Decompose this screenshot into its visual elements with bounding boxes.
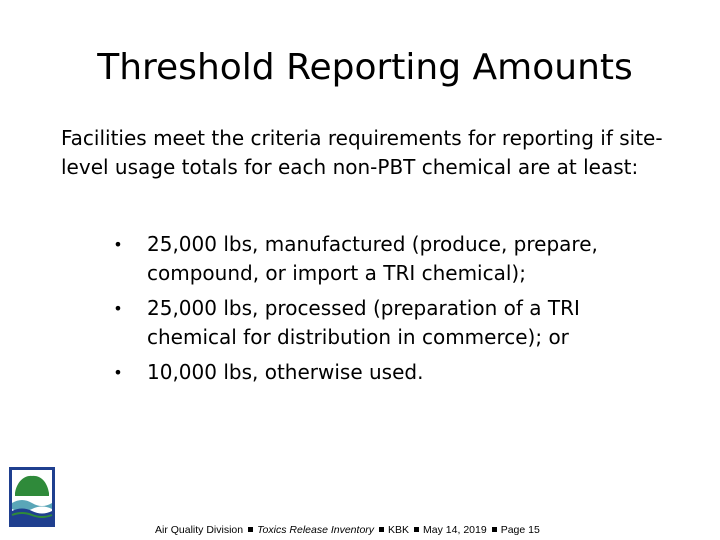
separator-icon — [492, 527, 497, 532]
footer — [155, 523, 615, 537]
footer-page: Page 15 — [500, 524, 540, 536]
footer-program: Toxics Release Inventory — [257, 524, 375, 536]
list-item — [110, 358, 670, 387]
list-item — [110, 294, 670, 352]
footer-author: KBK — [388, 524, 410, 536]
separator-icon — [414, 527, 419, 532]
list-item-text: 25,000 lbs, manufactured (produce, prepare, compound, or import a TRI chemical); — [147, 232, 598, 285]
threshold-list — [110, 230, 670, 393]
bullet-icon: • — [113, 235, 123, 254]
list-item — [110, 230, 670, 288]
list-item-text: 25,000 lbs, processed (preparation of a TRI chemical for distribution in commerce); or — [147, 296, 580, 349]
agency-logo-icon — [9, 467, 55, 527]
separator-icon — [248, 527, 253, 532]
slide-title: Threshold Reporting Amounts — [97, 47, 633, 88]
separator-icon — [379, 527, 384, 532]
intro-paragraph: Facilities meet the criteria requirements for reporting if site-level usage totals for each non-PBT chemical are at least: — [61, 126, 663, 179]
bullet-icon: • — [113, 363, 123, 382]
footer-date: May 14, 2019 — [423, 524, 487, 536]
footer-division: Air Quality Division — [155, 524, 244, 536]
bullet-icon: • — [113, 299, 123, 318]
list-item-text: 10,000 lbs, otherwise used. — [147, 360, 424, 384]
